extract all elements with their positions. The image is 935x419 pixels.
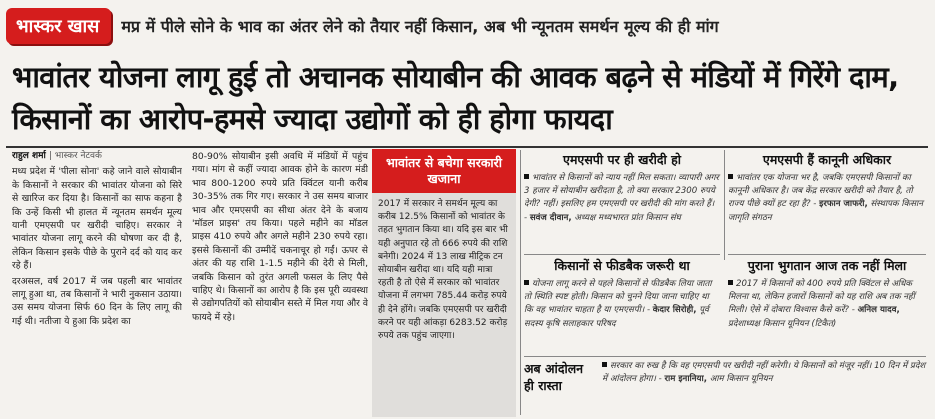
- quote-text: 2017 में किसानों को 400 रुपये प्रति क्विंटल से अधिक मिलना था, लेकिन हजारों किसानों को यह राशि अब तक नहीं मिली। ऐसे में दोबारा विश्वास कैसे करें? - अनिल यादव, प्रदेशाध्यक्ष किसान यूनियन (टिकैत): [728, 279, 915, 329]
- column-divider: [724, 150, 725, 260]
- section-divider: [524, 254, 720, 255]
- bullet-square-icon: [728, 280, 733, 285]
- factbox-text: 2017 में सरकार ने समर्थन मूल्य का करीब 12.5% किसानों को भावांतर के तहत भुगतान किया था। यदि इस बार भी यही अनुपात रहे तो 666 रुपये की राशि बनेगी। 2024 में 13 लाख मीट्रिक टन सोयाबीन खरीदा था। यदि यही मात्रा रहती है तो ऐसे में सरकार को भावांतर योजना में लगभग 785.44 करोड़ रुपये ही देने होंगे। जबकि एमएसपी पर खरीदी करने पर यही आंकड़ा 6283.52 करोड़ रुपये तक पहुंच जाएगा।: [378, 199, 508, 342]
- bullet-square-icon: [728, 174, 733, 179]
- quote-text: भावांतर एक योजना भर है, जबकि एमएसपी किसानों का कानूनी अधिकार है। जब केंद्र सरकार खरीदी को तैयार है, तो राज्य पीछे क्यों हट रहा है? - इरफान जाफरी, संस्थापक किसान जागृति संगठन: [728, 173, 924, 223]
- top-banner: [6, 4, 928, 48]
- article-column-1: [12, 150, 182, 418]
- factbox: [372, 149, 516, 417]
- quote-title: एमएसपी हैं कानूनी अधिकार: [762, 152, 892, 167]
- article-column-2: [192, 150, 368, 418]
- quote-title: अब आंदोलन ही रास्ता: [524, 361, 584, 393]
- quote-title: पुराना भुगतान आज तक नहीं मिला: [747, 258, 907, 273]
- quote-text: सरकार का रुख है कि वह एमएसपी पर खरीदी नहीं करेगी। ये किसानों को मंजूर नहीं। 10 दिन में प्रदेश में आंदोलन होगा। - राम इनानिया, आम किसान यूनियन: [602, 361, 926, 385]
- author-name: राहुल शर्मा: [12, 151, 46, 161]
- quote-title: किसानों से फीडबैक जरूरी था: [554, 258, 690, 273]
- paragraph: दरअसल, वर्ष 2017 में जब पहली बार भावांतर लागू हुआ था, तब किसानों ने भारी नुकसान उठाया। उस समय योजना सिर्फ 60 दिन के लिए लागू की गई थी। नतीजा ये हुआ कि प्रदेश का: [12, 275, 182, 327]
- quote-title: एमएसपी पर ही खरीदी हो: [563, 152, 681, 167]
- quote-feedback: [524, 258, 720, 331]
- column-divider: [520, 150, 521, 415]
- bullet-square-icon: [524, 174, 529, 179]
- headline-divider: [6, 146, 928, 148]
- byline: [12, 150, 182, 163]
- author-org: | भास्कर नेटवर्क: [49, 151, 102, 161]
- quote-protest: [524, 360, 926, 398]
- main-headline: भावांतर योजना लागू हुई तो अचानक सोयाबीन की आवक बढ़ने से मंडियों में गिरेंगे दाम, किसानों का आरोप-हमसे ज्यादा उद्योगों को ही होगा फायदा: [12, 60, 899, 136]
- kicker-headline: मप्र में पीले सोने के भाव का अंतर लेने को तैयार नहीं किसान, अब भी न्यूनतम समर्थन मूल्य की ही मांग: [121, 17, 719, 36]
- quote-text: भावांतर से किसानों को न्याय नहीं मिल सकता। व्यापारी अगर 3 हजार में सोयाबीन खरीदता है, तो क्या सरकार 2300 रुपये देगी? नहीं। इसलिए हम एमएसपी पर खरीदी की मांग करते हैं। - सवंज दीवान, अध्यक्ष मध्यभारत प्रांत किसान संघ: [524, 173, 719, 223]
- section-divider: [728, 254, 926, 255]
- bullet-square-icon: [602, 362, 607, 367]
- quote-text: योजना लागू करने से पहले किसानों से फीडबैक लिया जाता तो स्थिति स्पष्ट होती। किसान को चुनने दिया जाना चाहिए था कि वह भावांतर चाहता है या एमएसपी। - केदार सिरोही, पूर्व सदस्य कृषि सलाहकार परिषद: [524, 279, 712, 329]
- paragraph: 80-90% सोयाबीन इसी अवधि में मंडियों में पहुंच गया। मांग से कहीं ज्यादा आवक होने के कारण मंडी भाव 800-1200 रुपये प्रति क्विंटल यानी करीब 30-35% तक गिर गए। सरकार ने उस समय बाजार भाव और एमएसपी का सीधा अंतर देने के बजाय 'मॉडल प्राइस' तय किया। पहले महीने का मॉडल प्राइस 410 रुपये और अगले महीने 230 रुपये रहा। इससे किसानों की उम्मीदें चकनाचूर हो गईं। ऊपर से अंतर की यह राशि 1-1.5 महीने की देरी से मिली, जबकि किसान को तुरंत अगली फसल के लिए पैसे चाहिए थे। किसानों का आरोप है कि इस पूरी व्यवस्था से उद्योगपतियों को सोयाबीन सस्ते में मिल गया और वे फायदे में रहे।: [192, 151, 368, 323]
- quote-old-payment: [728, 258, 926, 331]
- section-badge: भास्कर खास: [6, 8, 111, 44]
- section-divider: [524, 356, 926, 357]
- paragraph: मध्य प्रदेश में 'पीला सोना' कहे जाने वाले सोयाबीन के किसानों ने सरकार की भावांतर योजना को सिरे से खारिज कर दिया है। किसानों का साफ कहना है कि उन्हें किसी भी हालत में न्यूनतम समर्थन मूल्य यानी एमएसपी पर खरीदी चाहिए। सरकार ने भावांतर योजना लागू करने की घोषणा कर दी है, लेकिन किसान इसके पीछे के पुराने दर्द को याद कर रहे हैं।: [12, 166, 182, 272]
- quote-msp-only: [524, 152, 720, 225]
- quote-msp-law: [728, 152, 926, 225]
- bullet-square-icon: [524, 280, 529, 285]
- factbox-title: भावांतर से बचेगा सरकारी खजाना: [372, 149, 516, 193]
